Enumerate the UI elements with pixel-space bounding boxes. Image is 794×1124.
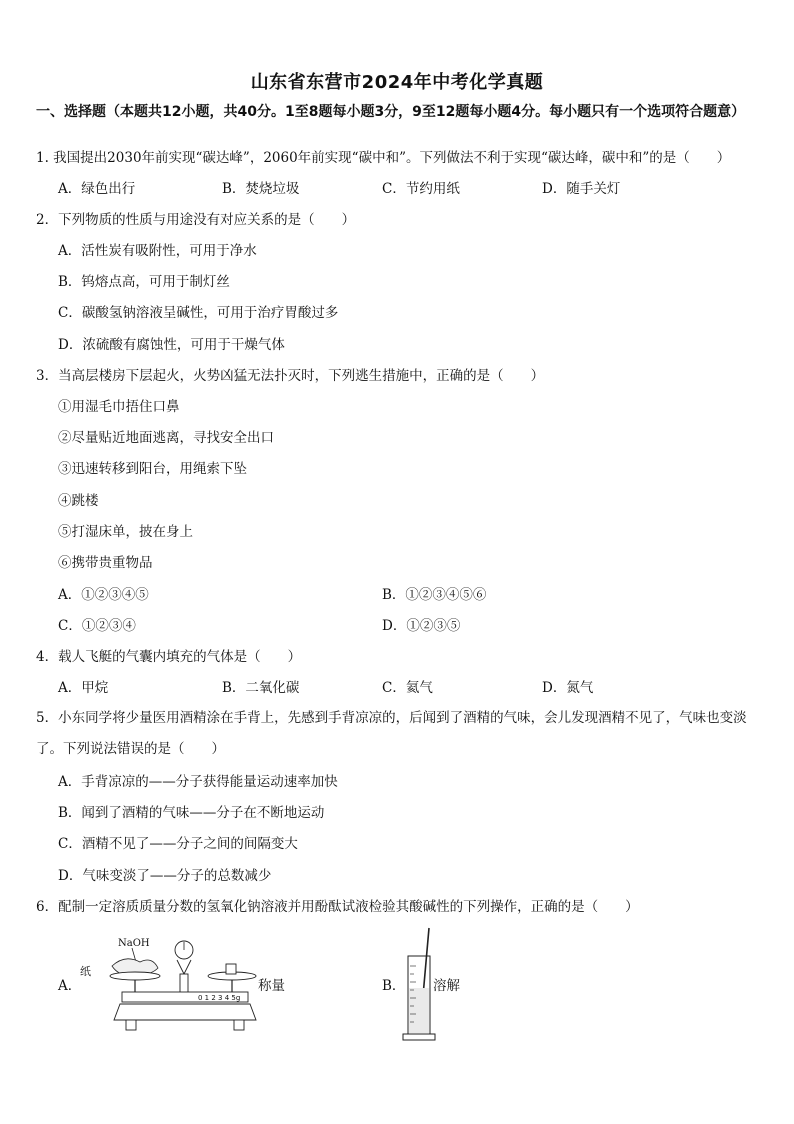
balance-weighing-figure — [80, 928, 260, 1038]
q2-option-a: A．活性炭有吸附性，可用于净水 — [58, 243, 257, 259]
q6-caption-b: 溶解 — [433, 978, 460, 994]
balance-base-icon — [114, 1004, 256, 1020]
q1-option-d: D．随手关灯 — [542, 181, 621, 197]
q3-item-5: ⑤打湿床单，披在身上 — [58, 524, 193, 540]
q6-option-a: A． — [58, 978, 82, 994]
q3-option-b: B．①②③④⑤⑥ — [382, 587, 487, 603]
q3-option-a: A．①②③④⑤ — [58, 587, 149, 603]
q5-option-b: B．闻到了酒精的气味——分子在不断地运动 — [58, 805, 325, 821]
q1-option-c: C．节约用纸 — [382, 181, 460, 197]
weight-icon — [226, 964, 236, 974]
question-4-stem: 4．载人飞艇的气囊内填充的气体是（ ） — [36, 649, 302, 665]
q2-option-c: C．碳酸氢钠溶液呈碱性，可用于治疗胃酸过多 — [58, 305, 339, 321]
section-heading: 一、选择题（本题共12小题，共40分。1至8题每小题3分，9至12题每小题4分。每小题只有一个选项符合题意） — [36, 104, 746, 120]
question-6-stem: 6．配制一定溶质质量分数的氢氧化钠溶液并用酚酞试液检验其酸碱性的下列操作，正确的是（ ） — [36, 899, 639, 915]
q4-option-b: B．二氧化碳 — [222, 680, 300, 696]
q3-item-2: ②尽量贴近地面逃离，寻找安全出口 — [58, 430, 274, 446]
q4-option-c: C．氦气 — [382, 680, 433, 696]
q5-option-a: A．手背凉凉的——分子获得能量运动速率加快 — [58, 774, 338, 790]
naoh-label: NaOH — [118, 938, 150, 949]
q3-item-3: ③迅速转移到阳台，用绳索下坠 — [58, 461, 247, 477]
q3-item-6: ⑥携带贵重物品 — [58, 555, 153, 571]
q6-caption-a: 称量 — [258, 978, 285, 994]
scale-label: 0 1 2 3 4 5g — [198, 994, 241, 1002]
question-1-stem: 1. 我国提出2030年前实现“碳达峰”，2060年前实现“碳中和”。下列做法不利于实现“碳达峰，碳中和”的是（ ） — [36, 150, 731, 166]
q2-option-b: B．钨熔点高，可用于制灯丝 — [58, 274, 230, 290]
q6-option-b: B． — [382, 978, 406, 994]
q3-item-4: ④跳楼 — [58, 493, 99, 509]
q4-option-a: A．甲烷 — [58, 680, 109, 696]
q5-option-c: C．酒精不见了——分子之间的间隔变大 — [58, 836, 298, 852]
q1-option-b: B．焚烧垃圾 — [222, 181, 300, 197]
q1-option-a: A．绿色出行 — [58, 181, 136, 197]
page-title: 山东省东营市2024年中考化学真题 — [250, 72, 544, 93]
q4-option-d: D．氮气 — [542, 680, 594, 696]
question-3-stem: 3．当高层楼房下层起火，火势凶猛无法扑灭时，下列逃生措施中，正确的是（ ） — [36, 368, 545, 384]
q3-item-1: ①用湿毛巾捂住口鼻 — [58, 399, 180, 415]
q2-option-d: D．浓硫酸有腐蚀性，可用于干燥气体 — [58, 337, 285, 353]
q3-option-d: D．①②③⑤ — [382, 618, 461, 634]
q3-option-c: C．①②③④ — [58, 618, 136, 634]
question-5-stem: 5．小东同学将少量医用酒精涂在手背上，先感到手背凉凉的，后闻到了酒精的气味，会儿发现酒精不见了，气味也变淡了。下列说法错误的是（ ） — [36, 710, 747, 757]
q5-option-d: D．气味变淡了——分子的总数减少 — [58, 868, 272, 884]
question-2-stem: 2．下列物质的性质与用途没有对应关系的是（ ） — [36, 212, 356, 228]
cylinder-dissolving-figure — [400, 926, 440, 1044]
left-pan-icon — [110, 972, 160, 980]
paper-label: 纸 — [80, 965, 91, 978]
